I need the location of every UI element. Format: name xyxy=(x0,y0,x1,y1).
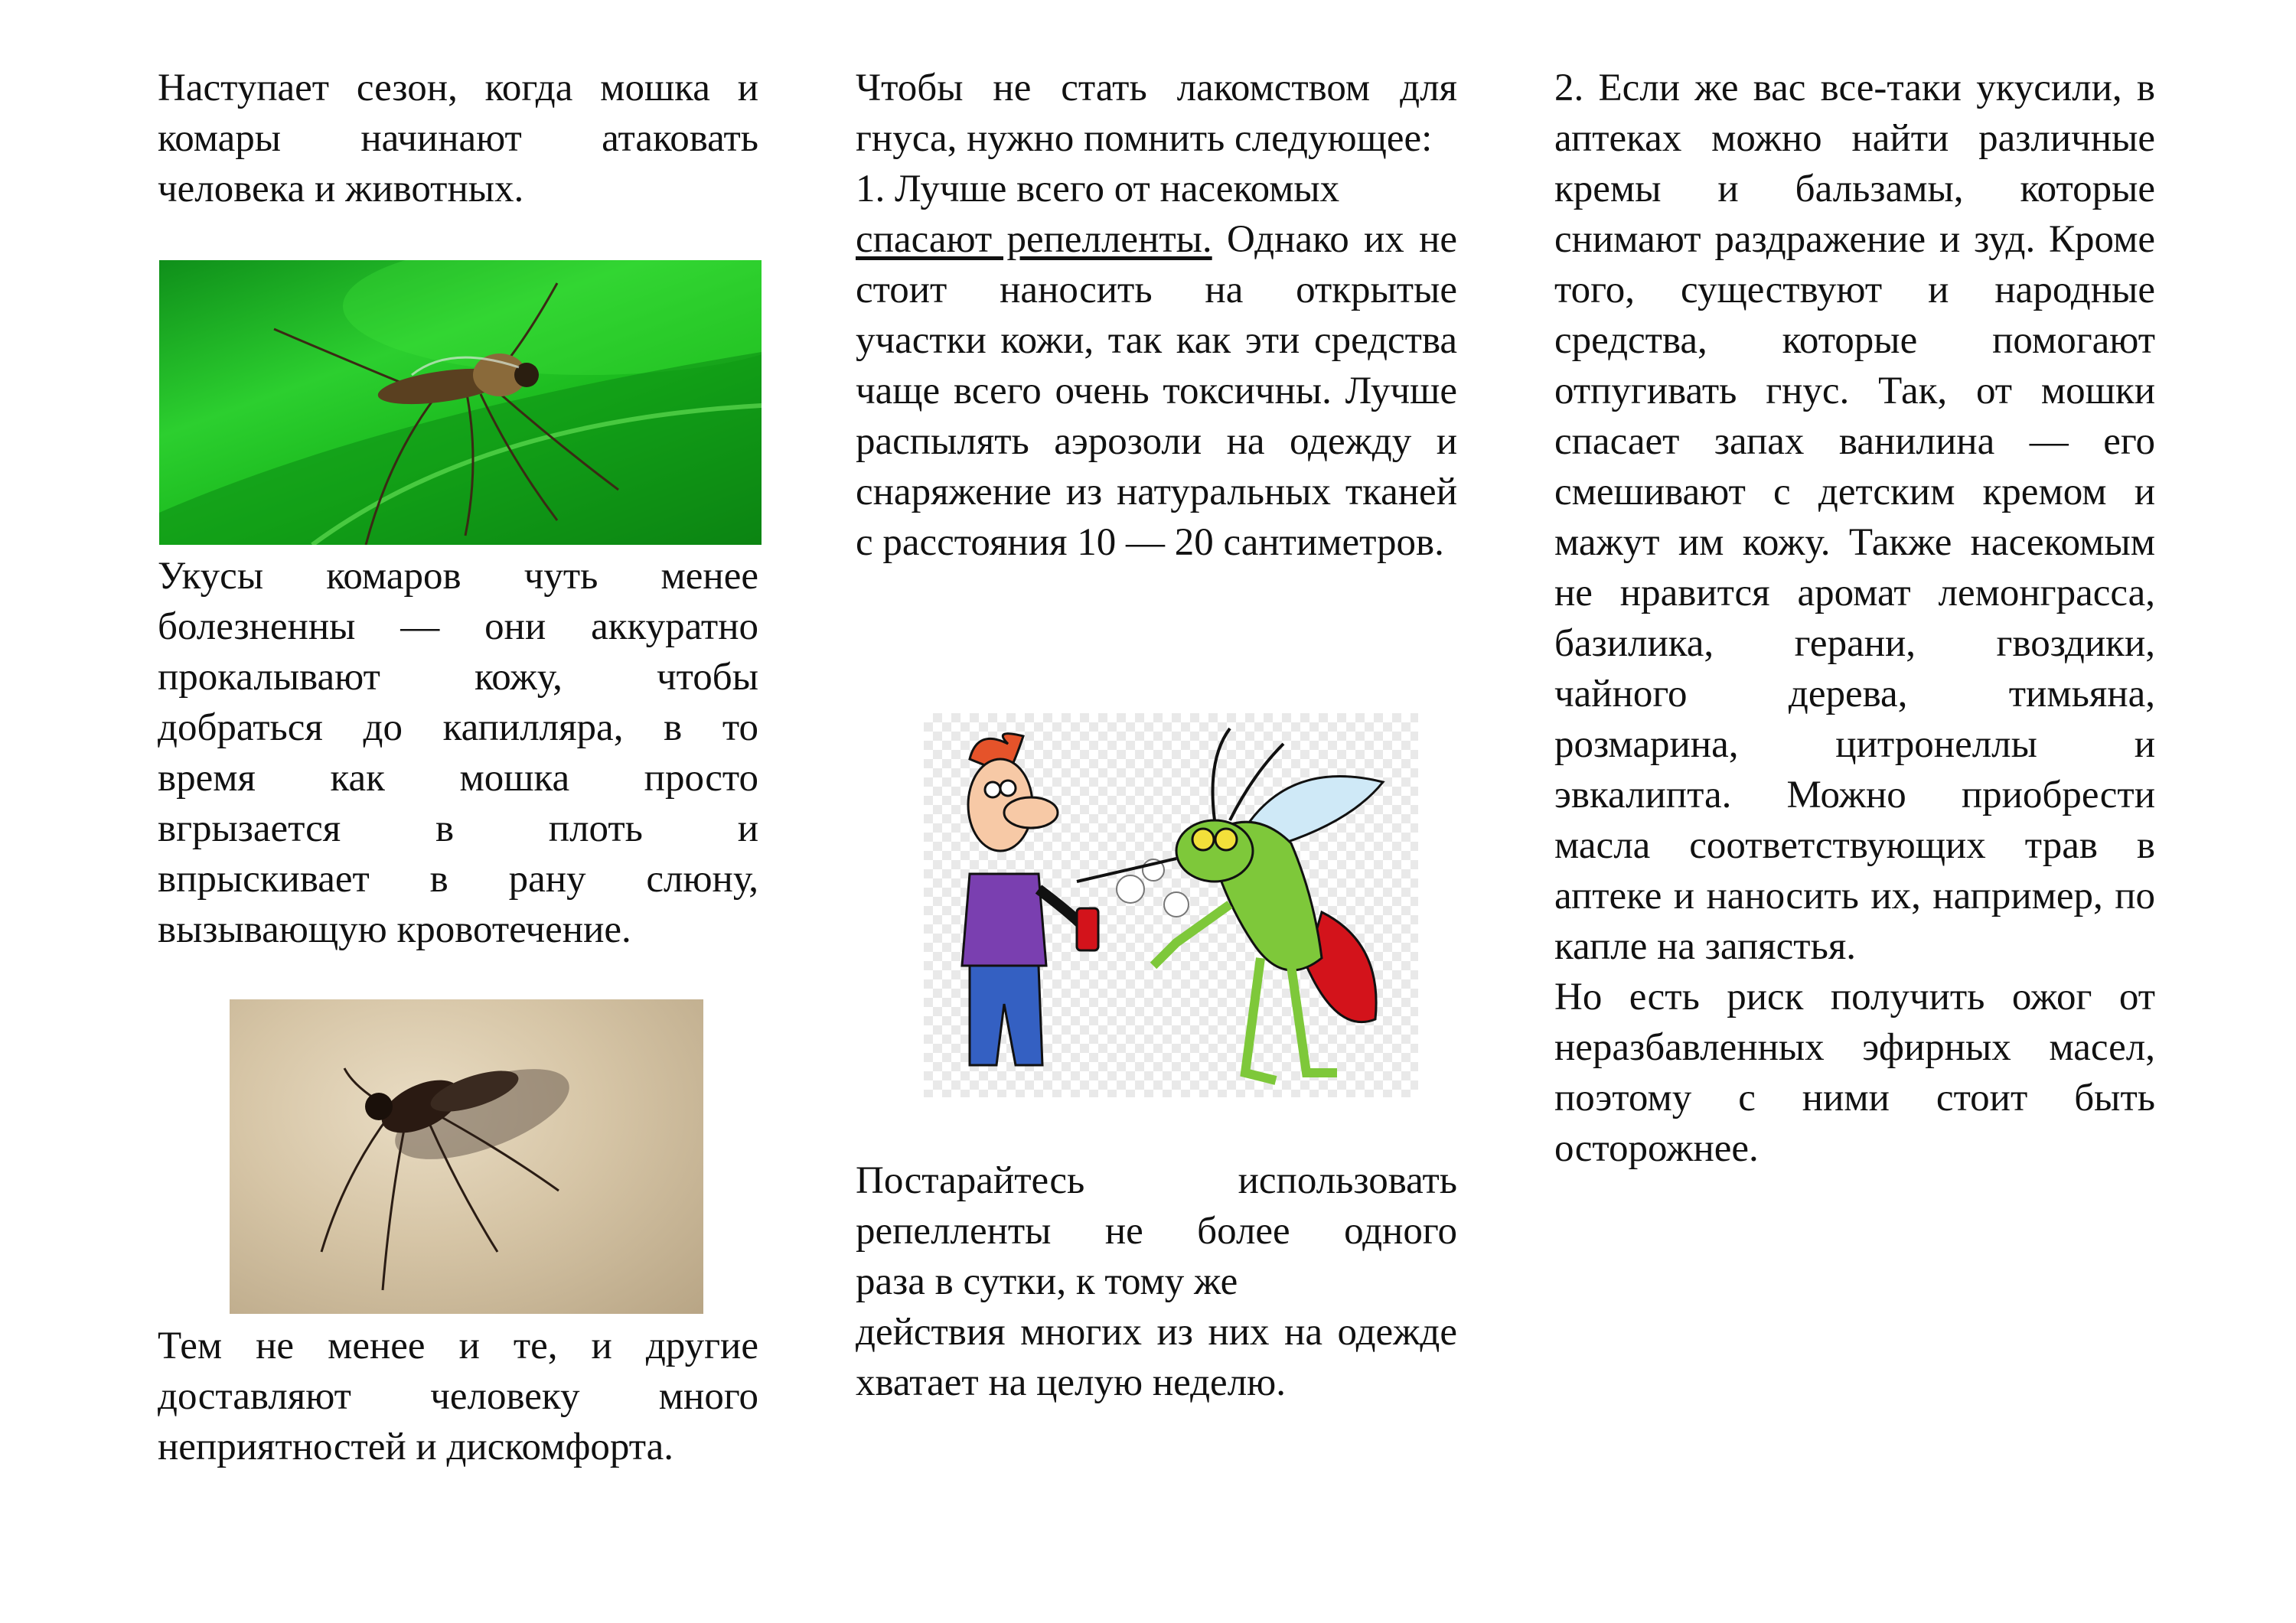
advice-rest: действия многих из них на одежде хватает на целую неделю. xyxy=(856,1311,1457,1404)
midge-photo xyxy=(230,999,703,1314)
intro-text: Наступает сезон, когда мошка и комары начинают атаковать человека и животных. xyxy=(158,67,758,210)
prevention-intro: Чтобы не стать лакомством для гнуса, нужно помнить следующее: xyxy=(856,67,1457,160)
column-1-conclusion xyxy=(158,1321,758,1472)
column-2-advice xyxy=(856,1155,1457,1408)
column-1 xyxy=(158,63,758,214)
cartoon-illustration xyxy=(924,713,1418,1097)
mosquito-photo xyxy=(159,260,762,545)
bites-text: Укусы комаров чуть менее болезненны — они аккуратно прокалывают кожу, чтобы добраться до капилляра, в то время как мошка просто вгрызается в плоть и впрыскивает в рану слюну, вызывающую кровотечение. xyxy=(158,555,758,951)
repellents-underlined: спасают репелленты. xyxy=(856,218,1212,261)
item-2-text: 2. Если же вас все-таки укусили, в аптеках можно найти различные кремы и бальзамы, которые снимают раздражение и зуд. Кроме того, существуют и народные средства, которые помогают отпугивать гнус. Так, от мошки спасает запах ванилина — его смешивают с детским кремом и мажут им кожу. Также насекомым не нравится аромат лемонграсса, базилика, герани, гвоздики, чайного дерева, тимьяна, розмарина, цитронеллы и эвкалипта. Можно приобрести масла соответствующих трав в аптеке и наносить их, например, по капле на запястья. xyxy=(1554,67,2155,968)
advice-text: Постарайтесь использовать репелленты не более одного xyxy=(856,1159,1457,1253)
advice-line: раза в сутки, к тому же xyxy=(856,1260,1238,1303)
column-1-bites xyxy=(158,551,758,955)
warning-text: Но есть риск получить ожог от неразбавленных эфирных масел, поэтому с ними стоит быть осторожнее. xyxy=(1554,976,2155,1170)
column-2 xyxy=(856,63,1457,568)
item-1-text: спасают репелленты. Однако их не стоит наносить на открытые участки кожи, так как эти средства чаще всего очень токсичны. Лучше распылять аэрозоли на одежду и снаряжение из натуральных тканей с расстояния 10 — 20 сантиметров. xyxy=(856,218,1457,564)
item-1-first-line: 1. Лучше всего от насекомых xyxy=(856,168,1340,210)
conclusion-text: Тем не менее и те, и другие доставляют человеку много неприятностей и дискомфорта. xyxy=(158,1325,758,1468)
column-3 xyxy=(1554,63,2155,1174)
